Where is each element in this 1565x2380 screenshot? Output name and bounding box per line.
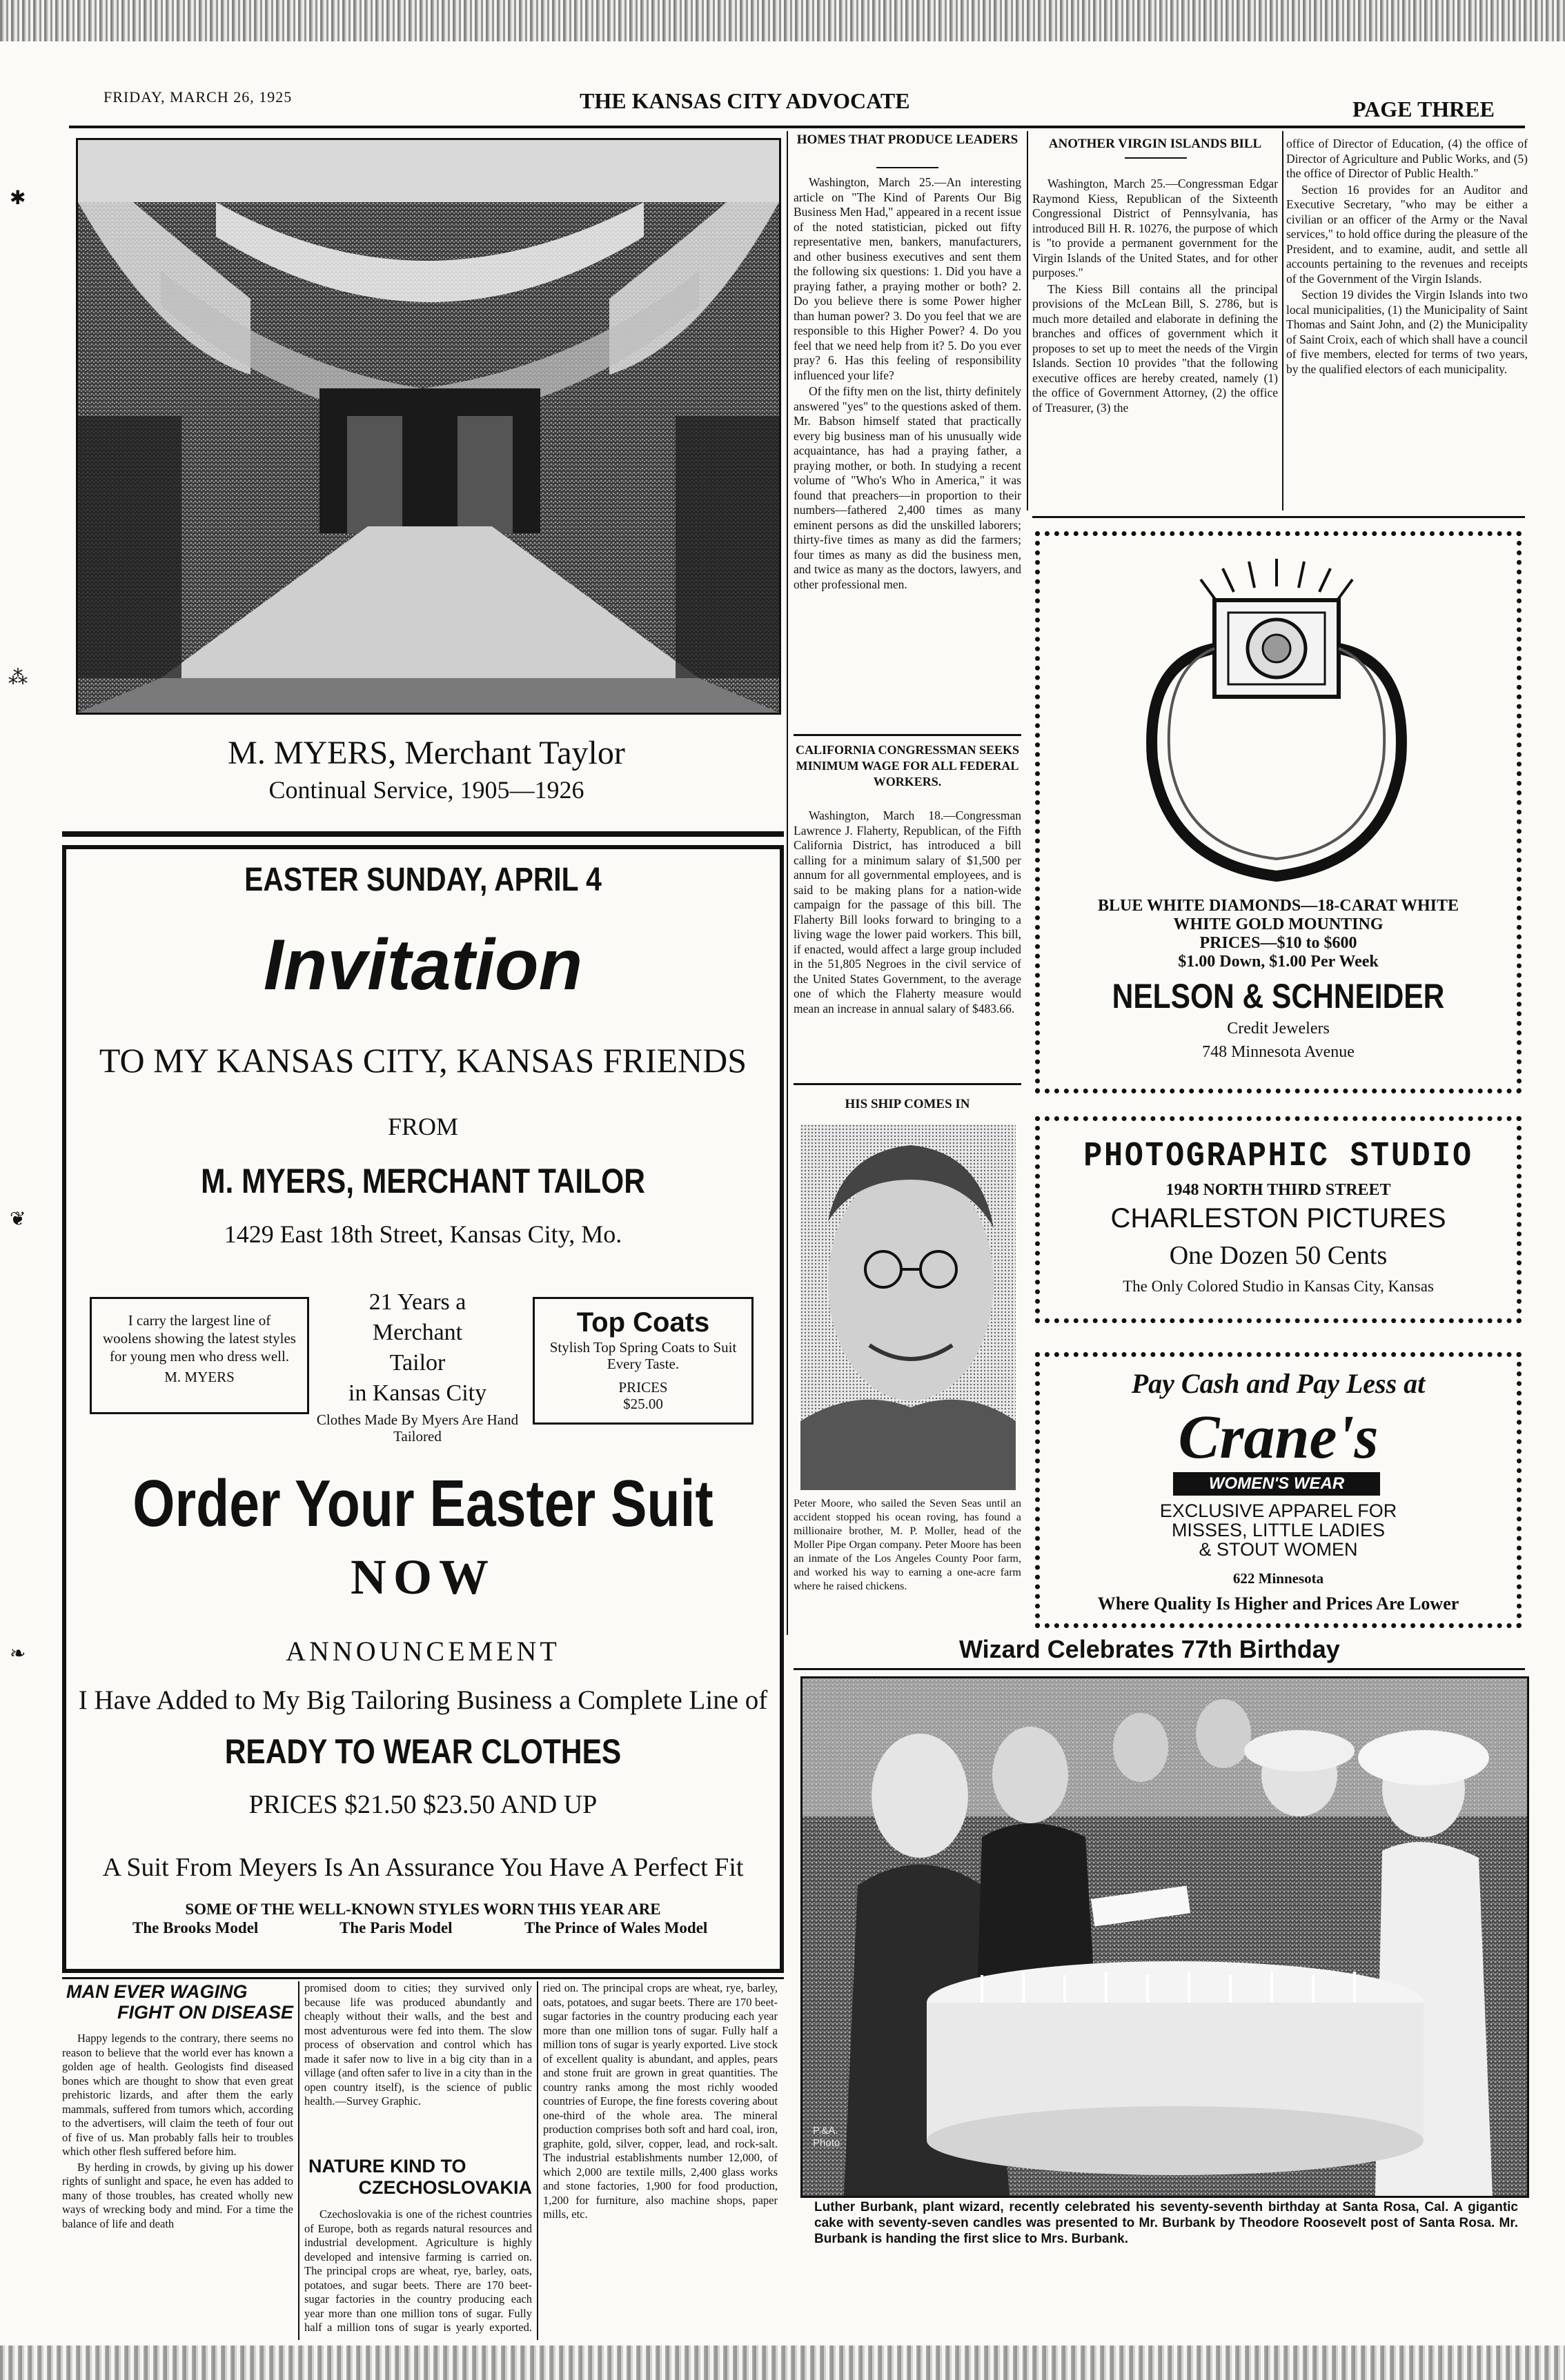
- ring-store-address: 748 Minnesota Avenue: [1202, 1043, 1355, 1061]
- merchant-line: Merchant: [372, 1320, 463, 1345]
- california-p1: Washington, March 18.—Congressman Lawrence J. Flaherty, Republican, of the Fifth California District, has introduced a bill calling for a minimum salary of $1,500 per annum for all governmental employees, and is said to be making plans for a nation-wide campaign for the passage of this bill. The Flaherty Bill looks forward to bringing to a living wage the lower paid workers. This bill, if enacted, would affect a large group included in the 51,805 Negroes in the civil service of the United States Government, to the average one of which the Flaherty measure would mean an increase in annual salary of $483.66.: [794, 809, 1021, 1015]
- ring-line-2: WHITE GOLD MOUNTING: [1173, 915, 1384, 933]
- section-rule: [794, 734, 1021, 736]
- czech-column: [304, 2208, 532, 2340]
- disease-headline: [62, 1981, 293, 2023]
- burbank-birthday-photo: [800, 1676, 1529, 2198]
- homes-p2: Of the fifty men on the list, thirty definitely answered "yes" to the questions asked of them. Mr. Babson himself stated that practically every big business man of his unusually wide acquaintance, has had a praying father, a praying mother, or both. In studying a recent volume of "Who's Who in America," it was found that preachers—in proportion to their numbers—fathered 2,400 times as many eminent persons as did the unskilled laborers; thirty-five times as many as did the farmers; four times as many as did the business men, and twice as many as the doctors, lawyers, and other professional men.: [794, 384, 1021, 591]
- studio-address: 1948 NORTH THIRD STREET: [1165, 1181, 1391, 1199]
- studio-price: One Dozen 50 Cents: [1169, 1241, 1388, 1270]
- headline-rule: [1125, 157, 1187, 159]
- czech-p1-cont: ried on. The principal crops are wheat, rye, barley, oats, potatoes, and sugar beets. There are 170 beet-sugar factories in the country producing each year more than one million tons of sugar. Fully half a million tons of sugar is yearly exported. Live stock of excellent quality is abundant, and apples, pears and stone fruit are grown in great quantities. The country ranks among the most richly wooded countries of Europe, the fine forests covering about one-third of the whole area. The mineral production comprises both soft and hard coal, iron, graphite, gold, silver, copper, lead, and rock-salt. The industrial establishments number 12,000, of which 2,000 are textile mills, 2,400 glass works and stone factories, 1,900 for food production, 1,200 for furniture, also machine shops, paper mills, etc.: [543, 1981, 778, 2221]
- scan-edge-top: [0, 0, 1565, 41]
- woolens-text: I carry the largest line of woolens showing the latest styles for young men who dress well.: [103, 1312, 296, 1365]
- ad-from: FROM: [387, 1113, 459, 1140]
- cranes-line-3: & STOUT WOMEN: [1199, 1539, 1358, 1560]
- virgin-headline: ANOTHER VIRGIN ISLANDS BILL: [1048, 137, 1262, 151]
- california-article: [794, 809, 1021, 1112]
- cranes-bottom-line: Where Quality Is Higher and Prices Are Lower: [1097, 1594, 1459, 1614]
- virgin-p3: office of Director of Education, (4) the office of Director of Agriculture and Public Works, and (5) the office of Director of Public Health.": [1286, 137, 1528, 180]
- topcoats-prices-label: PRICES: [618, 1379, 668, 1396]
- cranes-logo: Crane's: [1178, 1403, 1379, 1471]
- column-rule: [787, 131, 788, 1635]
- disease-column: [62, 2032, 293, 2342]
- ad-added-line: I Have Added to My Big Tailoring Business a Complete Line of: [78, 1685, 768, 1715]
- czech-headline-1: NATURE KIND TO: [308, 2156, 466, 2176]
- czech-p1-start: Czechoslovakia is one of the richest countries of Europe, both as regards natural resources and industrial development. Agriculture is highly developed and intensive farming is carried on. The principal crops are wheat, rye, barley, oats, potatoes, and sugar beets. There are 170 beet-sugar factories in the country producing each year more than one million tons of sugar. Fully half a million tons of sugar is yearly exported.: [304, 2208, 532, 2334]
- column-rule: [1027, 131, 1028, 510]
- peter-moore-photo: [800, 1124, 1016, 1490]
- homes-article: [794, 175, 1021, 727]
- myers-caption-sub: Continual Service, 1905—1926: [268, 776, 584, 804]
- tailor-line: Tailor: [389, 1350, 446, 1376]
- cranes-address: 622 Minnesota: [1232, 1570, 1324, 1587]
- ad-style-prince: The Prince of Wales Model: [524, 1919, 708, 1936]
- section-rule: [794, 1668, 1525, 1670]
- studio-note: The Only Colored Studio in Kansas City, Kansas: [1123, 1278, 1434, 1295]
- topcoats-price: $25.00: [623, 1396, 663, 1412]
- margin-mark: ✱: [10, 188, 26, 209]
- california-headline: CALIFORNIA CONGRESSMAN SEEKS MINIMUM WAGE FOR ALL FEDERAL WORKERS.: [795, 743, 1020, 789]
- virgin-p2: The Kiess Bill contains all the principal provisions of the McLean Bill, S. 2786, but is much more detailed and elaborate in defining the branches and offices of government which it proposes to set up to meet the needs of the Virgin Islands. Section 10 provides "that the following executive offices are hereby created, namely (1) the office of Government Attorney, (2) the office of Treasurer, (3) the: [1032, 281, 1278, 415]
- ad-invitation: Invitation: [263, 925, 583, 1005]
- disease-p3: promised doom to cities; they survived only because life was produced abundantly and cheaply without their walls, and the best and most adventurous were fed into them. The slow process of observation and control which has made it safer now to live in a big city than in a village (and often safer to live in a city than in the open country itself), is the science of public health.—Survey Graphic.: [304, 1981, 532, 2108]
- homes-p1: Washington, March 25.—An interesting article on "The Kind of Parents Our Big Business Men Had," appeared in a recent issue of the noted statistician, picked out fifty representative men, bankers, manufacturers, and other business executives and sent them the following six questions: 1. Did you have a praying father, a praying mother or both? 2. Do you believe there is some Power higher than human power? 3. Do you feel that we are responsible to this Higher Power? 4. Do you feel that we need help from it? 5. Do you ever pray? 6. Has this feeling of responsibility influenced your life?: [794, 175, 1021, 382]
- wizard-headline: Wizard Celebrates 77th Birthday: [959, 1635, 1340, 1663]
- ad-tailor-name: M. MYERS, MERCHANT TAILOR: [201, 1162, 645, 1200]
- woolens-signature: M. MYERS: [164, 1369, 235, 1385]
- ad-kicker: EASTER SUNDAY, APRIL 4: [244, 862, 602, 898]
- storefront-photo: [76, 138, 781, 715]
- ship-caption: Peter Moore, who sailed the Seven Seas until an accident stopped his ocean roving, has found a millionaire brother, M. P. Moller, head of the Moller Pipe Organ company. Peter Moore has been an inmate of the Los Angeles County Poor farm, and worked his way to earning a one-acre farm where he raised chickens.: [794, 1498, 1021, 1592]
- topcoats-title: Top Coats: [576, 1307, 710, 1338]
- cranes-line-1: EXCLUSIVE APPAREL FOR: [1159, 1500, 1397, 1521]
- ad-ready-to-wear: READY TO WEAR CLOTHES: [224, 1732, 622, 1771]
- ad-to-friends: TO MY KANSAS CITY, KANSAS FRIENDS: [99, 1041, 747, 1080]
- wizard-caption: Luther Burbank, plant wizard, recently celebrated his seventy-seventh birthday at Santa Rosa, Cal. A gigantic cake with seventy-seven candles was presented to Mr. Burbank by Theodore Roosevelt post of Santa Rosa. Mr. Burbank is handing the first slice to Mrs. Burbank.: [814, 2200, 1518, 2246]
- wizard-photo-credit: P.&A. Photo: [813, 2125, 840, 2149]
- margin-mark: ⁂: [8, 667, 28, 688]
- date-line: FRIDAY, MARCH 26, 1925: [104, 88, 293, 106]
- disease-headline-1: MAN EVER WAGING: [66, 1981, 248, 2002]
- ad-years-block: [314, 1287, 521, 1445]
- studio-name: CHARLESTON PICTURES: [1110, 1203, 1446, 1233]
- ad-assurance: A Suit From Meyers Is An Assurance You Have A Perfect Fit: [102, 1853, 744, 1882]
- virgin-p5: Section 19 divides the Virgin Islands into two local municipalities, (1) the Municipality of Saint Thomas and Saint John, and (2) the Municipality of Saint Croix, each of which shall have a council of five members, elected for terms of two years, by the qualified electors of each municipality.: [1286, 288, 1528, 376]
- section-rule: [62, 831, 784, 837]
- header-rule: [69, 126, 1525, 128]
- cranes-line-2: MISSES, LITTLE LADIES: [1171, 1520, 1386, 1540]
- margin-mark: ❧: [10, 1643, 26, 1665]
- virgin-p4: Section 16 provides for an Auditor and Executive Secretary, "who may be either a civilian or an officer of the Army or the Naval services," to hold office during the pleasure of the President, and to examine, audit, and settle all accounts pertaining to the revenues and receipts of the Government of the Virgin Islands.: [1286, 182, 1528, 286]
- czech-continued: [543, 1981, 778, 2340]
- ship-headline: HIS SHIP COMES IN: [845, 1097, 970, 1111]
- studio-title: PHOTOGRAPHIC STUDIO: [1083, 1137, 1473, 1176]
- cranes-ribbon: WOMEN'S WEAR: [1173, 1472, 1380, 1496]
- ad-woolens-box: [90, 1297, 309, 1414]
- ad-announcement: ANNOUNCEMENT: [286, 1636, 560, 1667]
- virgin-continued: [1286, 137, 1528, 509]
- city-line: in Kansas City: [348, 1380, 487, 1406]
- ad-styles-head: SOME OF THE WELL-KNOWN STYLES WORN THIS YEAR ARE: [185, 1901, 661, 1918]
- virgin-p1: Washington, March 25.—Congressman Edgar Raymond Kiess, Republican of the Sixteenth Congressional District of Pennsylvania, has introduced Bill H. R. 10276, the purpose of which is "to provide a permanent government for the Virgin Islands of the United States, and for other purposes.": [1032, 177, 1278, 279]
- ring-line-4: $1.00 Down, $1.00 Per Week: [1178, 953, 1379, 971]
- ad-style-paris: The Paris Model: [339, 1919, 453, 1936]
- ad-prices: PRICES $21.50 $23.50 AND UP: [248, 1790, 598, 1819]
- ad-topcoats-box: [533, 1297, 754, 1425]
- hand-tailored-line: Clothes Made By Myers Are Hand Tailored: [316, 1411, 519, 1445]
- scan-edge-bottom: [0, 2346, 1565, 2380]
- homes-headline: HOMES THAT PRODUCE LEADERS: [796, 132, 1018, 147]
- czech-headline-2: CZECHOSLOVAKIA: [358, 2177, 532, 2198]
- myers-caption-title: M. MYERS, Merchant Taylor: [228, 735, 625, 771]
- disease-p1: Happy legends to the contrary, there seems no reason to believe that the world ever has known a golden age of health. Geologists find diseased bones which are thought to show that even great prehistoric lizards, and after them the early mammals, suffered from tumors which, according to the advertisers, will claim the teeth of four out of five of us. Man probably falls heir to troubles which other flesh suffered before him.: [62, 2032, 293, 2158]
- margin-mark: ❦: [10, 1209, 26, 1230]
- column-rule: [537, 1981, 538, 2340]
- headline-rule: [876, 167, 938, 168]
- column-rule: [298, 1981, 299, 2340]
- section-rule: [794, 1083, 1021, 1085]
- masthead: THE KANSAS CITY ADVOCATE: [580, 88, 910, 113]
- ring-line-1: BLUE WHITE DIAMONDS—18-CARAT WHITE: [1098, 897, 1459, 915]
- section-rule: [62, 1977, 784, 1979]
- ring-illustration: [1132, 552, 1421, 897]
- ad-address: 1429 East 18th Street, Kansas City, Mo.: [224, 1220, 622, 1248]
- disease-headline-2: FIGHT ON DISEASE: [117, 2002, 293, 2023]
- ad-order-headline: Order Your Easter Suit: [132, 1467, 713, 1540]
- section-rule: [1032, 516, 1525, 518]
- disease-continued: [304, 1981, 532, 2152]
- ad-now: NOW: [351, 1549, 495, 1605]
- column-rule: [1282, 131, 1283, 510]
- virgin-article: [1032, 177, 1278, 508]
- cranes-top-line: Pay Cash and Pay Less at: [1131, 1368, 1426, 1399]
- czech-headline: [304, 2156, 532, 2199]
- page-number: PAGE THREE: [1352, 97, 1495, 121]
- ring-store-name: NELSON & SCHNEIDER: [1112, 977, 1445, 1015]
- ad-style-brooks: The Brooks Model: [132, 1919, 259, 1936]
- disease-p2: By herding in crowds, by giving up his dower rights of sunlight and space, he even has added to many of those troubles, has created wholly new ways of wrecking body and mind. For a time the balance of life and death: [62, 2160, 293, 2230]
- years-line: 21 Years a: [368, 1289, 466, 1315]
- topcoats-text: Stylish Top Spring Coats to Suit Every Taste.: [549, 1339, 737, 1372]
- ring-store-sub: Credit Jewelers: [1227, 1020, 1330, 1038]
- ring-line-3: PRICES—$10 to $600: [1199, 934, 1357, 952]
